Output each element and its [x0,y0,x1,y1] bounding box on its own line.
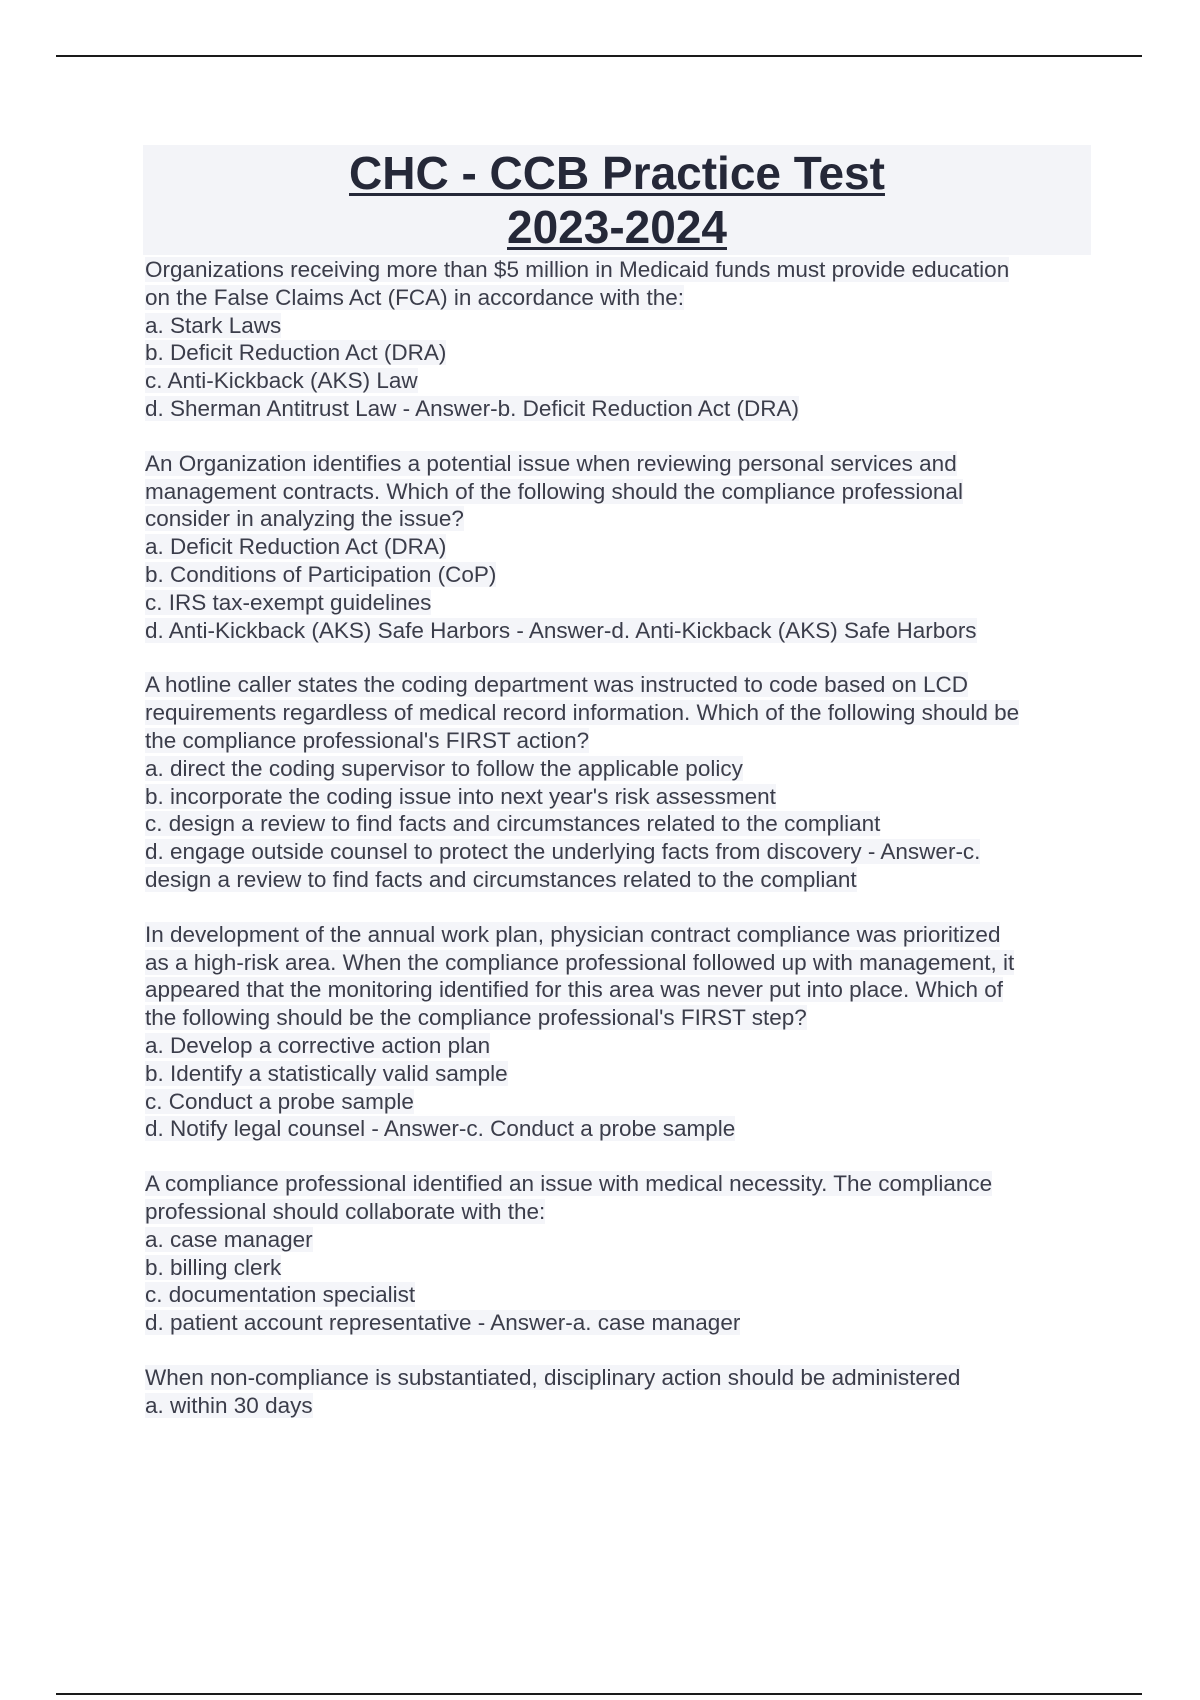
question-text: a. case manager [145,1226,313,1252]
question-block [145,256,1105,423]
question-text: design a review to find facts and circumstances related to the compliant [145,866,857,892]
questions-list [145,256,1105,1446]
question-block [145,671,1105,893]
question-text: b. Deficit Reduction Act (DRA) [145,340,447,366]
question-text: When non-compliance is substantiated, disciplinary action should be administered [145,1364,961,1390]
question-text: c. Anti-Kickback (AKS) Law [145,368,418,394]
question-line [145,478,1105,506]
question-line [145,810,1105,838]
bottom-rule [56,1693,1142,1695]
question-line [145,949,1105,977]
question-text: c. IRS tax-exempt guidelines [145,589,432,615]
question-text: d. Notify legal counsel - Answer-c. Conduct a probe sample [145,1116,736,1142]
question-line [145,976,1105,1004]
question-text: requirements regardless of medical record information. Which of the following should be [145,700,1020,726]
question-text: management contracts. Which of the following should the compliance professional [145,478,963,504]
question-line [145,256,1105,284]
question-text: d. Anti-Kickback (AKS) Safe Harbors - Answer-d. Anti-Kickback (AKS) Safe Harbors [145,617,977,643]
question-line [145,1198,1105,1226]
question-line [145,561,1105,589]
question-line [145,1115,1105,1143]
question-text: a. Stark Laws [145,312,282,338]
title-block [143,145,1091,255]
question-text: c. design a review to find facts and circumstances related to the compliant [145,811,881,837]
question-text: A hotline caller states the coding department was instructed to code based on LCD [145,672,968,698]
question-text: d. engage outside counsel to protect the underlying facts from discovery - Answer-c. [145,839,981,865]
question-text: b. Conditions of Participation (CoP) [145,561,497,587]
question-line [145,866,1105,894]
question-line [145,1254,1105,1282]
document-title-line-2: 2023-2024 [507,201,727,253]
question-text: A compliance professional identified an issue with medical necessity. The compliance [145,1171,993,1197]
question-text: b. billing clerk [145,1254,282,1280]
question-line [145,589,1105,617]
question-text: on the False Claims Act (FCA) in accordance with the: [145,284,684,310]
question-text: the following should be the compliance professional's FIRST step? [145,1005,807,1031]
question-text: Organizations receiving more than $5 million in Medicaid funds must provide education [145,257,1010,282]
question-text: a. Deficit Reduction Act (DRA) [145,534,447,560]
question-line [145,505,1105,533]
question-line [145,727,1105,755]
question-line [145,1170,1105,1198]
question-line [145,755,1105,783]
question-block [145,450,1105,645]
question-text: professional should collaborate with the: [145,1198,546,1224]
question-text: the compliance professional's FIRST action? [145,727,590,753]
question-line [145,1032,1105,1060]
question-line [145,1309,1105,1337]
question-text: a. within 30 days [145,1392,313,1418]
question-block [145,921,1105,1143]
question-text: consider in analyzing the issue? [145,506,464,532]
question-block [145,1170,1105,1337]
question-line [145,838,1105,866]
question-text: a. direct the coding supervisor to follow the applicable policy [145,755,743,781]
question-line [145,1060,1105,1088]
question-text: b. incorporate the coding issue into next year's risk assessment [145,783,776,809]
question-line [145,1088,1105,1116]
question-line [145,1364,1105,1392]
question-text: b. Identify a statistically valid sample [145,1060,508,1086]
question-text: c. Conduct a probe sample [145,1088,414,1114]
question-line [145,1004,1105,1032]
question-line [145,783,1105,811]
question-text: c. documentation specialist [145,1282,416,1308]
question-line [145,533,1105,561]
question-line [145,367,1105,395]
question-line [145,395,1105,423]
question-line [145,617,1105,645]
question-text: An Organization identifies a potential issue when reviewing personal services and [145,450,957,476]
question-line [145,671,1105,699]
question-line [145,339,1105,367]
question-text: d. patient account representative - Answer-a. case manager [145,1310,741,1336]
question-line [145,450,1105,478]
question-line [145,312,1105,340]
question-text: a. Develop a corrective action plan [145,1032,491,1058]
top-rule [56,55,1142,57]
question-line [145,284,1105,312]
question-line [145,921,1105,949]
question-text: In development of the annual work plan, physician contract compliance was prioritized [145,921,1001,947]
question-text: as a high-risk area. When the compliance professional followed up with management, it [145,949,1015,975]
question-text: d. Sherman Antitrust Law - Answer-b. Deficit Reduction Act (DRA) [145,395,800,421]
question-text: appeared that the monitoring identified for this area was never put into place. Which of [145,977,1003,1003]
question-line [145,1392,1105,1420]
question-line [145,699,1105,727]
question-line [145,1281,1105,1309]
question-line [145,1226,1105,1254]
question-block [145,1364,1105,1420]
document-title-line-1: CHC - CCB Practice Test [349,147,885,199]
